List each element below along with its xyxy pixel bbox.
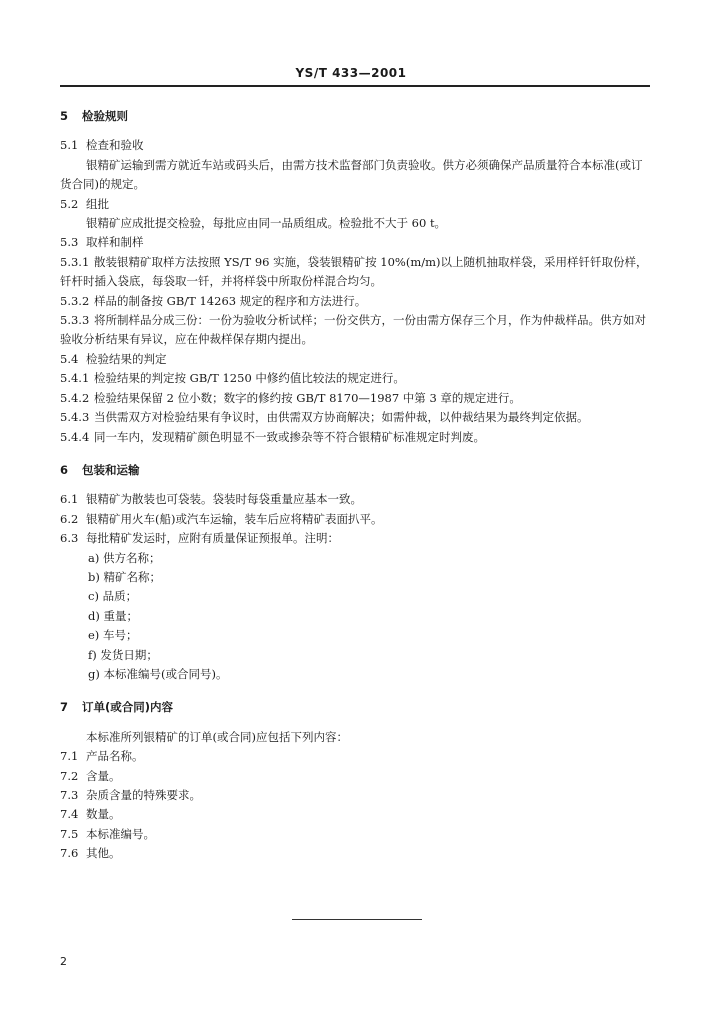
header-rule [60, 85, 650, 87]
clause-5-1-text: 银精矿运输到需方就近车站或码头后，由需方技术监督部门负责验收。供方必须确保产品质量符合本标准(或订货合同)的规定。 [60, 157, 643, 192]
section-title: 包装和运输 [82, 462, 140, 477]
list-item: e) 车号； [88, 628, 138, 643]
clause-5-1-heading [60, 136, 652, 155]
clause-text: 数量。 [86, 807, 121, 822]
clause-number: 5.4.3 [60, 410, 90, 425]
clause-number: 6.2 [60, 511, 79, 526]
clause-5-2-heading [60, 195, 652, 214]
clause-number: 5.4.2 [60, 390, 90, 405]
clause-text: 检验结果的判定按 GB/T 1250 中修约值比较法的规定进行。 [94, 371, 405, 386]
clause-text: 产品名称。 [86, 749, 144, 764]
section-gap [60, 447, 652, 457]
clause-title: 组批 [86, 196, 109, 211]
clause-7-5 [60, 825, 652, 844]
clause-5-3-heading [60, 233, 652, 252]
section-6-heading [60, 461, 652, 480]
list-item: d) 重量； [88, 608, 139, 623]
section-5-heading [60, 107, 652, 126]
clause-7-4 [60, 805, 652, 824]
clause-number: 7.1 [60, 749, 79, 764]
clause-number: 7.6 [60, 846, 79, 861]
clause-number: 7.5 [60, 826, 79, 841]
clause-number: 5.2 [60, 196, 79, 211]
clause-title: 取样和制样 [86, 235, 144, 250]
section-number: 7 [60, 700, 69, 715]
section-number: 5 [60, 109, 69, 123]
end-rule [292, 919, 422, 920]
clause-text: 每批精矿发运时，应附有质量保证预报单。注明： [86, 531, 339, 546]
section-title: 订单(或合同)内容 [82, 700, 174, 715]
clause-text: 杂质含量的特殊要求。 [86, 788, 201, 802]
clause-5-3-1 [60, 253, 652, 292]
clause-5-4-heading [60, 350, 652, 369]
clause-number: 7.3 [60, 788, 79, 802]
clause-7-3 [60, 786, 652, 805]
clause-7-1 [60, 747, 652, 766]
clause-text: 银精矿用火车(船)或汽车运输，装车后应将精矿表面扒平。 [86, 511, 383, 526]
clause-text: 将所制样品分成三份：一份为验收分析试样；一份交供方，一份由需方保存三个月，作为仲裁样品。供方如对验收分析结果有异议，应在仲裁样保存期内提出。 [60, 313, 646, 347]
section-7-intro: 本标准所列银精矿的订单(或合同)应包括下列内容： [86, 729, 348, 744]
clause-5-4-1 [60, 369, 652, 388]
clause-text: 银精矿为散装也可袋装。袋装时每袋重量应基本一致。 [86, 492, 362, 507]
clause-6-2 [60, 510, 652, 529]
clause-5-4-3 [60, 408, 652, 427]
clause-5-4-2 [60, 389, 652, 408]
clause-number: 6.3 [60, 531, 79, 546]
clause-text: 本标准编号。 [86, 826, 155, 841]
clause-number: 5.3.3 [60, 313, 90, 328]
clause-7-2 [60, 767, 652, 786]
page-number: 2 [60, 955, 67, 968]
clause-number: 5.4.4 [60, 429, 90, 444]
clause-number: 6.1 [60, 492, 79, 507]
delivery-notice-list [60, 549, 652, 685]
clause-text: 样品的制备按 GB/T 14263 规定的程序和方法进行。 [94, 293, 367, 308]
section-title: 检验规则 [82, 109, 128, 123]
clause-text: 其他。 [86, 846, 121, 861]
section-gap [60, 684, 652, 694]
clause-text: 检验结果保留 2 位小数；数字的修约按 GB/T 8170—1987 中第 3 章的规定进行。 [94, 390, 521, 405]
clause-6-3 [60, 529, 652, 548]
clause-number: 7.2 [60, 768, 79, 783]
clause-title: 检验结果的判定 [86, 351, 167, 366]
clause-number: 5.3.1 [60, 254, 90, 269]
clause-text: 含量。 [86, 768, 121, 783]
clause-7-6 [60, 844, 652, 863]
list-item: b) 精矿名称； [88, 569, 162, 584]
clause-number: 5.1 [60, 138, 79, 153]
clause-text: 当供需双方对检验结果有争议时，由供需双方协商解决；如需仲裁，以仲裁结果为最终判定依据。 [94, 410, 589, 425]
clause-title: 检查和验收 [86, 138, 144, 153]
clause-number: 5.4 [60, 351, 79, 366]
clause-5-4-4 [60, 428, 652, 447]
list-item: f) 发货日期； [88, 647, 158, 662]
list-item: a) 供方名称； [88, 550, 161, 565]
standard-code-header: YS/T 433—2001 [295, 66, 407, 80]
clause-number: 7.4 [60, 807, 79, 822]
list-item: g) 本标准编号(或合同号)。 [88, 666, 228, 681]
clause-number: 5.4.1 [60, 371, 90, 386]
clause-5-2-text: 银精矿应成批提交检验，每批应由同一品质组成。检验批不大于 60 t。 [86, 216, 447, 231]
clause-5-3-2 [60, 292, 652, 311]
clause-text: 同一车内，发现精矿颜色明显不一致或掺杂等不符合银精矿标准规定时判废。 [94, 429, 485, 444]
clause-number: 5.3 [60, 235, 79, 250]
clause-6-1 [60, 490, 652, 509]
clause-text: 散装银精矿取样方法按照 YS/T 96 实施，袋装银精矿按 10%(m/m)以上随机抽取样袋，采用样钎钎取份样，钎杆时插入袋底，每袋取一钎，并将样袋中所取份样混合均匀。 [60, 254, 648, 289]
document-body [60, 103, 652, 864]
list-item: c) 品质； [88, 589, 138, 604]
section-7-heading [60, 698, 652, 717]
section-number: 6 [60, 462, 69, 477]
clause-number: 5.3.2 [60, 293, 90, 308]
clause-5-3-3 [60, 311, 652, 350]
